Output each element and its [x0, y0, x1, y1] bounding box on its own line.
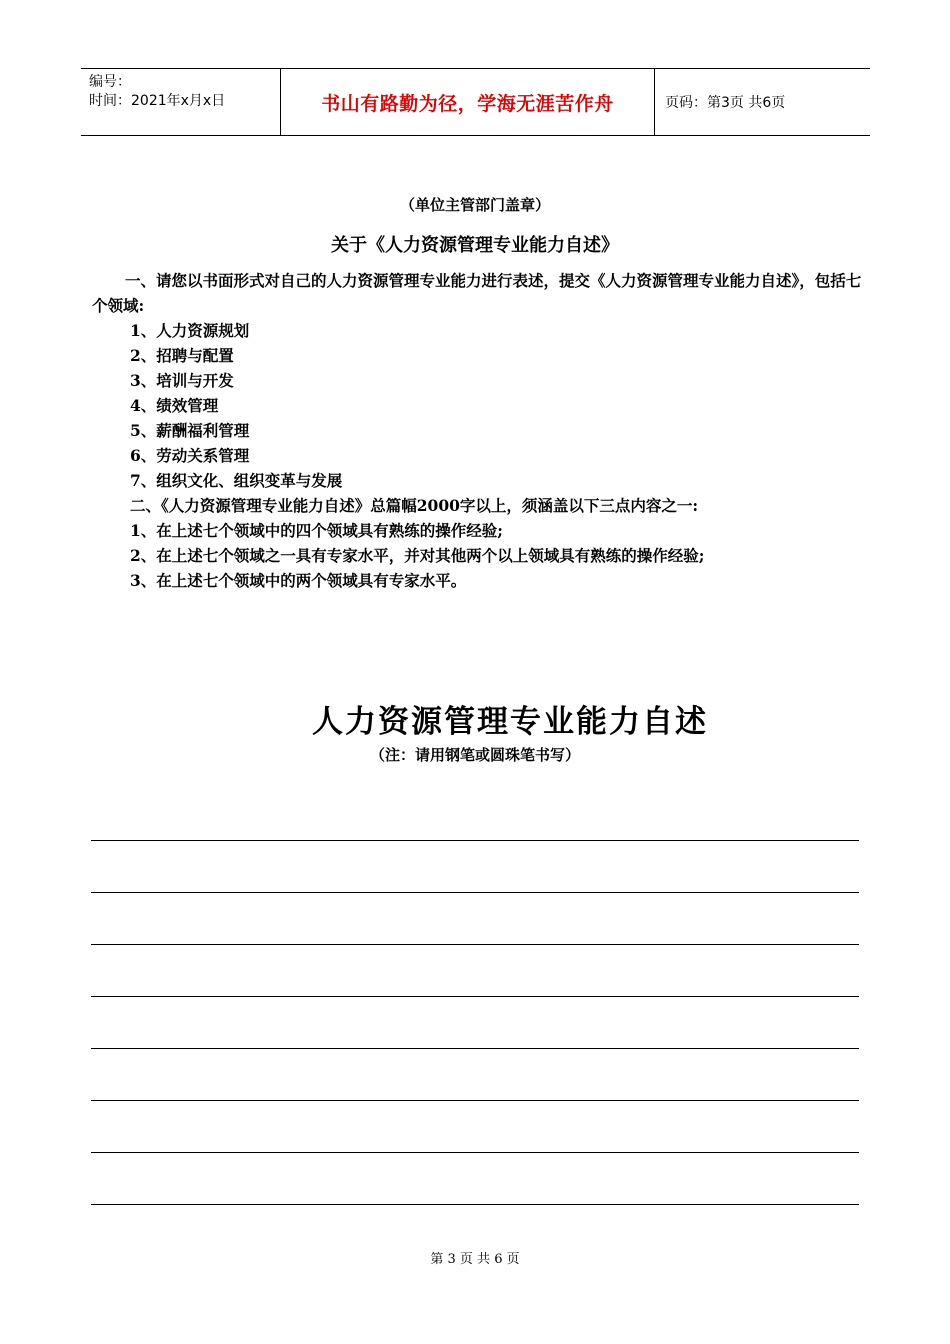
writing-line[interactable]	[91, 945, 859, 997]
list-item: 2、在上述七个领域之一具有专家水平，并对其他两个以上领域具有熟练的操作经验;	[130, 546, 705, 565]
header-left-cell	[81, 69, 281, 135]
header-table	[81, 68, 870, 136]
form-title: 人力资源管理专业能力自述	[312, 704, 708, 740]
writing-line[interactable]	[91, 841, 859, 893]
list-item: 7、组织文化、组织变革与发展	[130, 471, 343, 490]
section2-intro: 二、《人力资源管理专业能力自述》总篇幅2000字以上，须涵盖以下三点内容之一:	[130, 496, 699, 515]
date-label: 时间：2021年x月x日	[89, 93, 226, 109]
writing-line[interactable]	[91, 1153, 859, 1205]
list-item: 3、培训与开发	[130, 371, 234, 390]
writing-area[interactable]	[91, 840, 859, 1205]
header-motto: 书山有路勤为径，学海无涯苦作舟	[281, 69, 655, 135]
list-item: 3、在上述七个领域中的两个领域具有专家水平。	[130, 571, 467, 590]
list-item: 5、薪酬福利管理	[130, 421, 250, 440]
number-label: 编号：	[89, 74, 131, 90]
stamp-note: （单位主管部门盖章）	[399, 196, 550, 214]
section1-intro: 一、请您以书面形式对自己的人力资源管理专业能力进行表述，提交《人力资源管理专业能力自述》，包括七个领域:	[92, 271, 862, 315]
writing-line[interactable]	[91, 1101, 859, 1153]
writing-line[interactable]	[91, 997, 859, 1049]
writing-line[interactable]	[91, 1049, 859, 1101]
list-item: 1、在上述七个领域中的四个领域具有熟练的操作经验;	[130, 521, 504, 540]
document-title: 关于《人力资源管理专业能力自述》	[331, 235, 619, 256]
list-item: 1、人力资源规划	[130, 321, 250, 340]
list-item: 6、劳动关系管理	[130, 446, 250, 465]
writing-line[interactable]	[91, 893, 859, 945]
instructions-body	[92, 268, 867, 593]
header-page-info: 页码：第3页 共6页	[665, 95, 786, 111]
page-footer: 第 3 页 共 6 页	[430, 1252, 520, 1267]
list-item: 4、绩效管理	[130, 396, 219, 415]
list-item: 2、招聘与配置	[130, 346, 234, 365]
form-note: （注：请用钢笔或圆珠笔书写）	[369, 746, 580, 764]
